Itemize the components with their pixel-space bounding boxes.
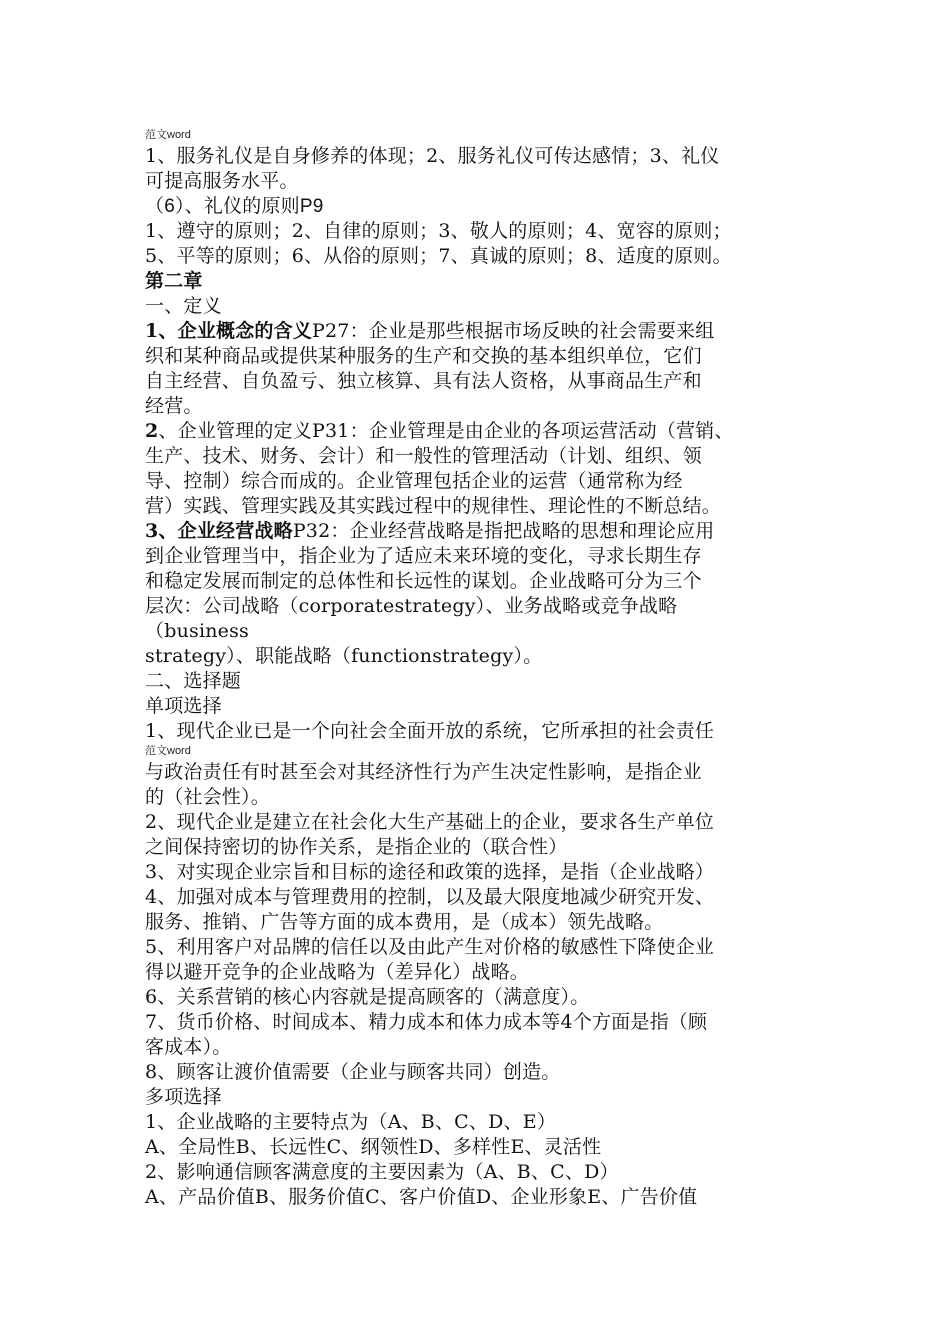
section-heading: 二、选择题 (145, 670, 242, 692)
subsection-heading: 单项选择 (145, 695, 222, 717)
text-line: 5、平等的原则；6、从俗的原则；7、真诚的原则；8、适度的原则。 (145, 245, 732, 267)
text-line: 层次：公司战略（corporatestrategy）、业务战略或竞争战略 (145, 595, 678, 617)
page-header: 范文word (145, 745, 191, 757)
answer-options: A、产品价值B、服务价值C、客户价值D、企业形象E、广告价值 (145, 1186, 698, 1208)
definition-1-title: 1、企业概念的含义 (145, 320, 313, 342)
question-line: 5、利用客户对品牌的信任以及由此产生对价格的敏感性下降使企业 (145, 936, 715, 958)
text-line: strategy）、职能战略（functionstrategy）。 (145, 645, 543, 667)
definition-1-text: P27：企业是那些根据市场反映的社会需要来组 (312, 320, 715, 342)
text-line: 织和某种商品或提供某种服务的生产和交换的基本组织单位，它们 (145, 345, 702, 367)
text-line: 经营。 (145, 395, 203, 417)
definition-2-text: 、企业管理的定义P31：企业管理是由企业的各项运营活动（营销、 (158, 420, 734, 442)
answer-options: A、全局性B、长远性C、纲领性D、多样性E、灵活性 (145, 1136, 602, 1158)
definition-3 (145, 519, 825, 544)
question-line: 的（社会性）。 (145, 786, 270, 808)
text-line: 可提高服务水平。 (145, 170, 299, 192)
question-line: 与政治责任有时甚至会对其经济性行为产生决定性影响，是指企业 (145, 761, 702, 783)
document-page (145, 126, 825, 1210)
definition-1 (145, 319, 825, 344)
page-header: 范文word (145, 129, 191, 141)
text-line: 1、遵守的原则；2、自律的原则；3、敬人的原则；4、宽容的原则； (145, 220, 732, 242)
definition-2 (145, 419, 825, 444)
text-line: 自主经营、自负盈亏、独立核算、具有法人资格，从事商品生产和 (145, 370, 702, 392)
definition-3-title: 3、企业经营战略 (145, 520, 293, 542)
text-line: 生产、技术、财务、会计）和一般性的管理活动（计划、组织、领 (145, 445, 702, 467)
section-heading: 一、定义 (145, 295, 222, 317)
question-line: 2、影响通信顾客满意度的主要因素为（A、B、C、D） (145, 1161, 619, 1183)
question-line: 8、顾客让渡价值需要（企业与顾客共同）创造。 (145, 1061, 561, 1083)
question-line: 得以避开竞争的企业战略为（差异化）战略。 (145, 961, 530, 983)
chapter-title: 第二章 (145, 270, 203, 292)
text-line: 和稳定发展而制定的总体性和长远性的谋划。企业战略可分为三个 (145, 570, 702, 592)
definition-2-number: 2 (145, 420, 159, 442)
question-line: 之间保持密切的协作关系，是指企业的（联合性） (145, 836, 568, 858)
text-line: 到企业管理当中，指企业为了适应未来环境的变化，寻求长期生存 (145, 545, 702, 567)
section-heading: （6）、礼仪的原则P9 (145, 196, 324, 217)
question-line: 客成本）。 (145, 1036, 232, 1058)
question-line: 4、加强对成本与管理费用的控制，以及最大限度地减少研究开发、 (145, 886, 715, 908)
question-line: 服务、推销、广告等方面的成本费用，是（成本）领先战略。 (145, 911, 664, 933)
question-line: 2、现代企业是建立在社会化大生产基础上的企业，要求各生产单位 (145, 811, 715, 833)
text-line: （business (145, 620, 250, 642)
question-line: 6、关系营销的核心内容就是提高顾客的（满意度）。 (145, 986, 590, 1008)
question-line: 7、货币价格、时间成本、精力成本和体力成本等4个方面是指（顾 (145, 1011, 708, 1033)
subsection-heading: 多项选择 (145, 1086, 222, 1108)
text-line: 1、服务礼仪是自身修养的体现；2、服务礼仪可传达感情；3、礼仪 (145, 145, 720, 167)
definition-3-text: P32：企业经营战略是指把战略的思想和理论应用 (292, 520, 715, 542)
question-line: 1、现代企业已是一个向社会全面开放的系统，它所承担的社会责任 (145, 720, 715, 742)
text-line: 营）实践、管理实践及其实践过程中的规律性、理论性的不断总结。 (145, 495, 722, 517)
text-line: 导、控制）综合而成的。企业管理包括企业的运营（通常称为经 (145, 470, 683, 492)
question-line: 3、对实现企业宗旨和目标的途径和政策的选择，是指（企业战略） (145, 861, 715, 883)
question-line: 1、企业战略的主要特点为（A、B、C、D、E） (145, 1111, 557, 1133)
